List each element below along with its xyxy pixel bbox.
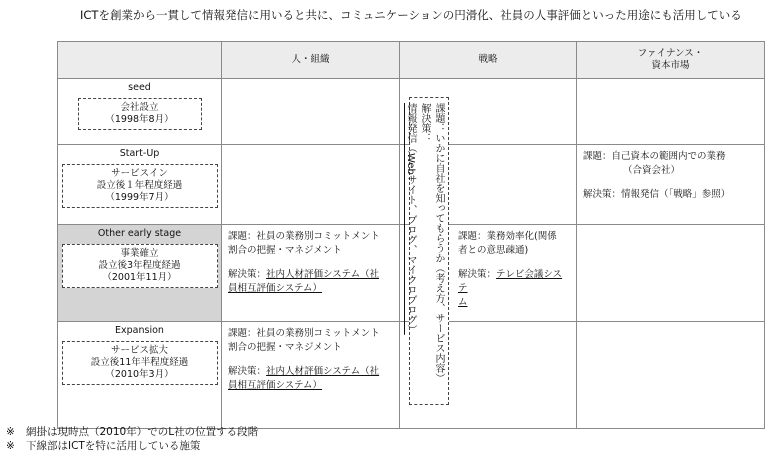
strategy-solution-text: 解決策： 情報発信（Webサイト、ブログ、マイクロブログ） [405, 103, 430, 335]
cell-seed-org [222, 79, 400, 145]
footnotes [6, 425, 258, 453]
cell-seed-finance [577, 79, 765, 145]
stage-detail-box: サービスイン 設立後１年程度経過 （1999年7月） [62, 164, 218, 208]
stage-name: Start-Up [119, 148, 160, 159]
stage-detail-box: 事業確立 設立後3年程度経過 （2001年11月） [62, 244, 218, 288]
footnote-1: ※ 網掛は現時点（2010年）でのL社の位置する段階 [6, 426, 259, 438]
stage-detail-box: 会社設立 （1998年8月） [78, 98, 202, 130]
header-strategy: 戦略 [400, 42, 577, 79]
stage-expansion [58, 322, 222, 429]
strategy-info-box [405, 97, 449, 405]
cell-expansion-org: 課題：社員の業務別コミットメント 割合の把握・マネジメント 解決策：社内人材評価システム（社 員相互評価システム） [222, 322, 400, 429]
stage-seed [58, 79, 222, 145]
stage-name: Other early stage [97, 228, 182, 239]
cell-startup-org [222, 145, 400, 225]
stage-name: Expansion [115, 325, 164, 336]
stage-detail-box: サービス拡大 設立後11年半程度経過 （2010年3月） [62, 341, 218, 385]
strategy-issue-text: 課題：いかに自社を知ってもらうか（考え方、サービス内容） [433, 103, 444, 383]
footnote-2: ※ 下線部はICTを特に活用している施策 [6, 440, 201, 452]
page-title: ICTを創業から一貫して情報発信に用いると共に、コミュニケーションの円滑化、社員の人事評価といった用途にも活用している [80, 8, 742, 22]
header-org: 人・組織 [222, 42, 400, 79]
cell-other-early-strategy: 課題：業務効率化(関係 者との意思疎通) 解決策：テレビ会議システ ム [400, 225, 577, 322]
stage-name: seed [128, 82, 151, 93]
cell-other-early-finance [577, 225, 765, 322]
cell-expansion-finance [577, 322, 765, 429]
cell-startup-finance: 課題：自己資本の範囲内での業務 （合資会社） 解決策：情報発信（「戦略」参照） [577, 145, 765, 225]
header-finance: ファイナンス・ 資本市場 [577, 42, 765, 79]
stage-other-early [58, 225, 222, 322]
cell-other-early-org: 課題：社員の業務別コミットメント 割合の把握・マネジメント 解決策：社内人材評価システム（社 員相互評価システム） [222, 225, 400, 322]
stage-startup [58, 145, 222, 225]
header-blank [58, 42, 222, 79]
